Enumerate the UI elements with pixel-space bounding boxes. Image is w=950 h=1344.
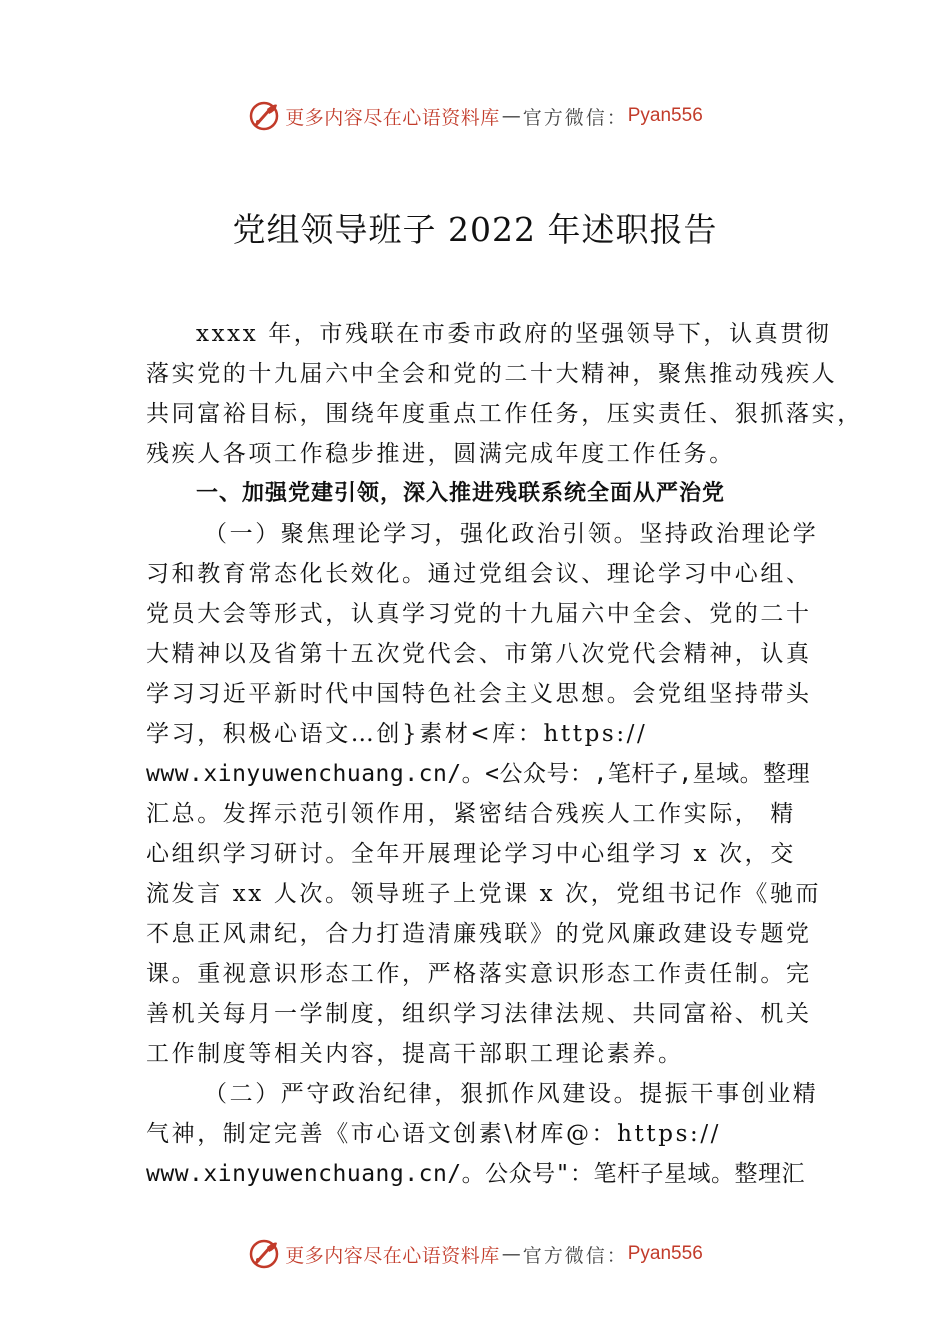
body-line: 善机关每月一学制度，组织学习法律法规、共同富裕、机关 [146,1001,812,1027]
body-line-url: www.xinyuwenchuang.cn/。公众号"：笔杆子星域。整理汇 [146,1161,805,1187]
body-line: 汇总。发挥示范引领作用，紧密结合残疾人工作实际， 精 [146,801,796,827]
banner-wechat-label: 官方微信： [522,1244,628,1267]
body-line: 大精神以及省第十五次党代会、市第八次党代会精神，认真 [146,641,812,667]
body-line: 学习，积极心语文…创}素材<库：https:// [146,721,648,747]
body-line-url: www.xinyuwenchuang.cn/。<公众号：,笔杆子,星域。整理 [146,761,811,787]
body-line: xxxx 年，市残联在市委市政府的坚强领导下，认真贯彻 [196,321,832,347]
body-line: 课。重视意识形态工作，严格落实意识形态工作责任制。完 [146,961,812,987]
body-line: （一）聚焦理论学习，强化政治引领。坚持政治理论学 [204,521,819,547]
body-line: 气神，制定完善《市心语文创素\材库@：https:// [146,1121,722,1147]
section-heading: 一、加强党建引领，深入推进残联系统全面从严治党 [196,481,726,506]
banner-wechat-id: Pyan556 [627,105,703,126]
banner-slogan: 更多内容尽在心语资料库 [285,106,500,129]
document-title: 党组领导班子 2022 年述职报告 [232,210,718,249]
body-line: 落实党的十九届六中全会和党的二十大精神，聚焦推动残疾人 [146,361,838,387]
body-line: 不息正风肃纪，合力打造清廉残联》的党风廉政建设专题党 [146,921,812,947]
body-line: 共同富裕目标，围绕年度重点工作任务，压实责任、狠抓落实， [146,401,863,427]
body-line: 流发言 xx 人次。领导班子上党课 x 次，党组书记作《驰而 [146,881,822,907]
banner-wechat-id: Pyan556 [627,1243,703,1264]
banner-slogan: 更多内容尽在心语资料库 [285,1244,500,1267]
banner-wechat-label: 官方微信： [522,106,628,129]
document-body [146,314,863,1194]
body-line: 工作制度等相关内容，提高干部职工理论素养。 [146,1041,684,1067]
quill-seal-icon [247,1237,281,1271]
body-line: 心组织学习研讨。全年开展理论学习中心组学习 x 次，交 [146,841,796,867]
body-line: 残疾人各项工作稳步推进，圆满完成年度工作任务。 [146,441,735,467]
body-line: 党员大会等形式，认真学习党的十九届六中全会、党的二十 [146,601,812,627]
banner-dash: — [501,1243,521,1265]
banner-dash: — [501,105,521,127]
body-line: 习和教育常态化长效化。通过党组会议、理论学习中心组、 [146,561,812,587]
body-line: （二）严守政治纪律，狠抓作风建设。提振干事创业精 [204,1081,819,1107]
header-watermark-banner [0,96,950,136]
body-line: 学习习近平新时代中国特色社会主义思想。会党组坚持带头 [146,681,812,707]
footer-watermark-banner [0,1234,950,1274]
quill-seal-icon [247,99,281,133]
